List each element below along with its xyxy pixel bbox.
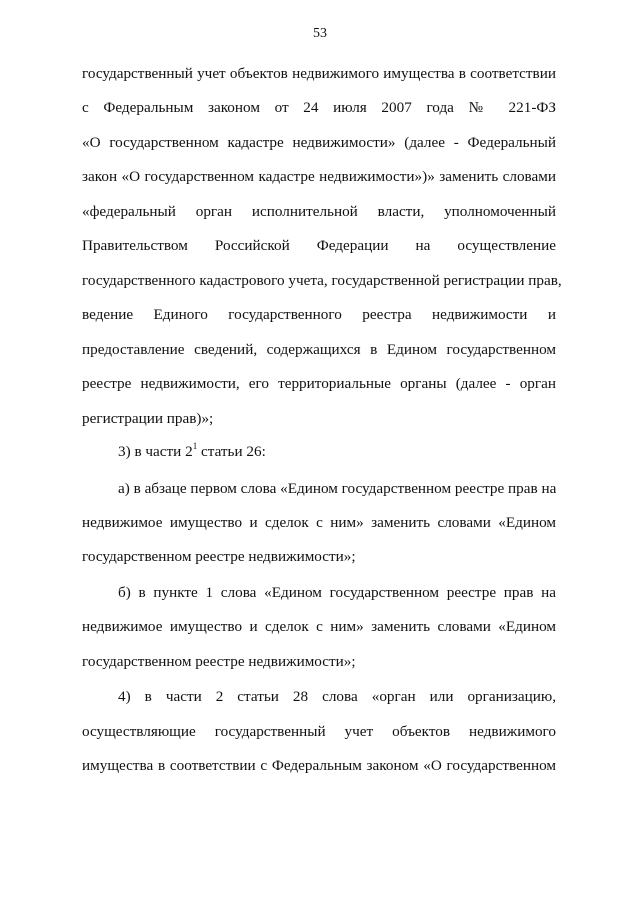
item-3b-line: государственном реестре недвижимости»; [82,653,356,670]
text-line: ведение Единого государственного реестра недвижимости и [82,306,556,323]
text-line: Правительством Российской Федерации на осуществление [82,237,556,254]
item-3b-line: б) в пункте 1 слова «Едином государственном реестре прав на [118,584,556,601]
item-3a-line: недвижимое имущество и сделок с ним» заменить словами «Едином [82,514,556,531]
text-line: закон «О государственном кадастре недвижимости»)» заменить словами [82,168,556,185]
item-3-prefix: 3) в части 2 [118,443,193,460]
text-line: «федеральный орган исполнительной власти, уполномоченный [82,203,556,220]
item-3-heading [118,442,556,462]
text-line: государственного кадастрового учета, государственной регистрации прав, [82,272,562,289]
text-line: государственный учет объектов недвижимого имущества в соответствии [82,65,556,82]
page-number: 53 [313,26,327,41]
text-line: регистрации прав)»; [82,410,214,427]
item-4-line: имущества в соответствии с Федеральным законом «О государственном [82,757,556,774]
item-4-line: осуществляющие государственный учет объектов недвижимого [82,723,556,740]
text-line: с Федеральным законом от 24 июля 2007 года № 221-ФЗ [82,99,556,116]
item-3a-line: государственном реестре недвижимости»; [82,548,356,565]
text-line: предоставление сведений, содержащихся в Едином государственном [82,341,556,358]
text-line: реестре недвижимости, его территориальные органы (далее - орган [82,375,556,392]
item-4-line: 4) в части 2 статьи 28 слова «орган или организацию, [118,688,556,705]
item-3-suffix: статьи 26: [197,443,266,460]
text-line: «О государственном кадастре недвижимости» (далее - Федеральный [82,134,556,151]
superscript: 1 [192,441,198,451]
item-3a-line: а) в абзаце первом слова «Едином государственном реестре прав на [118,480,557,497]
item-3b-line: недвижимое имущество и сделок с ним» заменить словами «Едином [82,618,556,635]
